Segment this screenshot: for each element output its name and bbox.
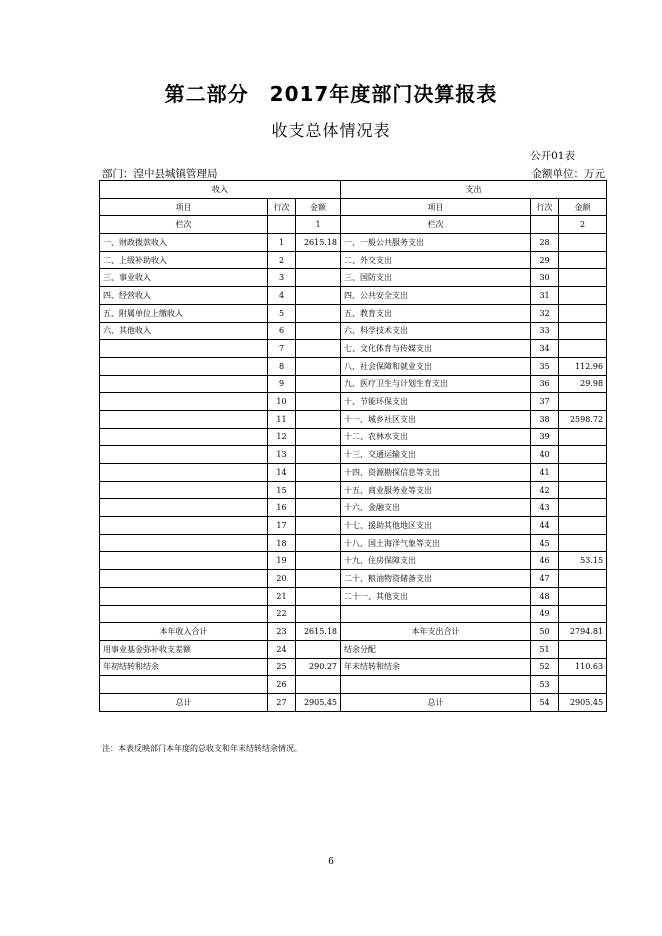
expense-line-no: 46: [531, 552, 559, 570]
expense-lanci-label: 栏次: [341, 216, 531, 234]
income-line-no: 9: [268, 375, 296, 393]
income-item: [100, 570, 268, 588]
expense-amount: [559, 481, 607, 499]
expense-item: 四、公共安全支出: [341, 287, 531, 305]
income-line-no: 8: [268, 357, 296, 375]
expense-line-no: 37: [531, 393, 559, 411]
table-row: [100, 428, 607, 446]
footnote: 注：本表反映部门本年度的总收支和年末结转结余情况。: [102, 744, 302, 753]
expense-line-no: 42: [531, 481, 559, 499]
income-lanci-line: [268, 216, 296, 234]
page-number: 6: [328, 857, 334, 867]
expense-item: 结余分配: [341, 640, 531, 658]
income-line-no: 24: [268, 640, 296, 658]
expense-line-no: 35: [531, 357, 559, 375]
income-line-no: 12: [268, 428, 296, 446]
income-line-no: 7: [268, 340, 296, 358]
income-item: [100, 552, 268, 570]
expense-amount: [559, 234, 607, 252]
table-row: [100, 234, 607, 252]
expense-amount: [559, 446, 607, 464]
income-item: [100, 587, 268, 605]
income-line-no: 11: [268, 410, 296, 428]
expense-item: 十八、国土海洋气象等支出: [341, 534, 531, 552]
table-row: [100, 304, 607, 322]
expense-amount: 110.63: [559, 658, 607, 676]
expense-item: 七、文化体育与传媒支出: [341, 340, 531, 358]
income-line-no: 14: [268, 464, 296, 482]
page-title: 第二部分 2017年度部门决算报表: [164, 82, 498, 106]
expense-line-no: 34: [531, 340, 559, 358]
income-item: 四、经营收入: [100, 287, 268, 305]
income-line-no: 20: [268, 570, 296, 588]
expense-line-no: 33: [531, 322, 559, 340]
income-item: 三、事业收入: [100, 269, 268, 287]
income-grand-total-label: 总计: [100, 693, 268, 711]
expense-item: 一、一般公共服务支出: [341, 234, 531, 252]
income-total-label: 本年收入合计: [100, 623, 268, 641]
income-line-no: 10: [268, 393, 296, 411]
expense-item: 十一、城乡社区支出: [341, 410, 531, 428]
income-item: [100, 464, 268, 482]
expense-amount: [559, 605, 607, 623]
expense-line-no: 39: [531, 428, 559, 446]
expense-line-no: 40: [531, 446, 559, 464]
income-item: 六、其他收入: [100, 322, 268, 340]
income-item: [100, 534, 268, 552]
table-row: [100, 251, 607, 269]
table-row: [100, 464, 607, 482]
expense-item: 三、国防支出: [341, 269, 531, 287]
expense-amount: [559, 393, 607, 411]
income-amount: [296, 499, 341, 517]
income-line-no: 21: [268, 587, 296, 605]
income-item: [100, 499, 268, 517]
expense-amount: 2598.72: [559, 410, 607, 428]
income-item: [100, 517, 268, 535]
income-amount: 2615.18: [296, 234, 341, 252]
expense-item: 年末结转和结余: [341, 658, 531, 676]
expense-item: 十七、援助其他地区支出: [341, 517, 531, 535]
expense-line-no: 47: [531, 570, 559, 588]
expense-line-no: 32: [531, 304, 559, 322]
income-item: 年初结转和结余: [100, 658, 268, 676]
income-column-number: 1: [296, 216, 341, 234]
table-row: [100, 587, 607, 605]
expense-amount: [559, 251, 607, 269]
income-grand-total-line: 27: [268, 693, 296, 711]
income-item-header: 项目: [100, 198, 268, 216]
income-item: [100, 340, 268, 358]
income-lanci-label: 栏次: [100, 216, 268, 234]
table-row: [100, 287, 607, 305]
table-row: [100, 570, 607, 588]
expense-line-no: 48: [531, 587, 559, 605]
expense-amount: [559, 570, 607, 588]
expense-amount-header: 金额: [559, 198, 607, 216]
expense-amount: [559, 534, 607, 552]
table-row: [100, 534, 607, 552]
form-code: 公开01表: [530, 150, 575, 162]
income-line-no: 17: [268, 517, 296, 535]
expense-amount: [559, 304, 607, 322]
expense-item: 八、社会保障和就业支出: [341, 357, 531, 375]
income-amount: [296, 251, 341, 269]
expense-item-header: 项目: [341, 198, 531, 216]
income-amount: 290.27: [296, 658, 341, 676]
expense-line-no: 45: [531, 534, 559, 552]
income-item: [100, 375, 268, 393]
table-row: [100, 481, 607, 499]
expense-item: 九、医疗卫生与计划生育支出: [341, 375, 531, 393]
expense-item: 十二、农林水支出: [341, 428, 531, 446]
expense-amount: [559, 428, 607, 446]
income-amount: [296, 322, 341, 340]
expense-line-no: 36: [531, 375, 559, 393]
income-amount: [296, 269, 341, 287]
income-amount: [296, 517, 341, 535]
expense-amount: [559, 640, 607, 658]
expense-total-line: 50: [531, 623, 559, 641]
income-line-no: 16: [268, 499, 296, 517]
expense-line-no: 44: [531, 517, 559, 535]
expense-line-no: 38: [531, 410, 559, 428]
income-line-header: 行次: [268, 198, 296, 216]
expense-amount: [559, 269, 607, 287]
expense-line-no: 41: [531, 464, 559, 482]
table-row: [100, 322, 607, 340]
expense-amount: [559, 499, 607, 517]
income-item: [100, 481, 268, 499]
expense-column-number: 2: [559, 216, 607, 234]
income-amount: [296, 676, 341, 694]
income-amount: [296, 287, 341, 305]
expense-line-no: 30: [531, 269, 559, 287]
table-row: [100, 517, 607, 535]
expense-grand-total-line: 54: [531, 693, 559, 711]
expense-item: 十六、金融支出: [341, 499, 531, 517]
expense-line-no: 53: [531, 676, 559, 694]
income-amount: [296, 570, 341, 588]
expense-line-no: 52: [531, 658, 559, 676]
income-item: 用事业基金弥补收支差额: [100, 640, 268, 658]
income-line-no: 6: [268, 322, 296, 340]
expense-item: 二十、粮油物资储备支出: [341, 570, 531, 588]
report-subtitle: 收支总体情况表: [271, 121, 391, 140]
income-item: [100, 357, 268, 375]
expense-line-no: 51: [531, 640, 559, 658]
income-amount: [296, 481, 341, 499]
income-item: [100, 410, 268, 428]
expense-line-header: 行次: [531, 198, 559, 216]
income-total-amount: 2615.18: [296, 623, 341, 641]
table-row: [100, 640, 607, 658]
expense-line-no: 43: [531, 499, 559, 517]
income-line-no: 2: [268, 251, 296, 269]
expense-total-label: 本年支出合计: [341, 623, 531, 641]
income-item: [100, 676, 268, 694]
income-item: [100, 446, 268, 464]
expense-item: 二、外交支出: [341, 251, 531, 269]
income-item: 五、附属单位上缴收入: [100, 304, 268, 322]
income-grand-total-amount: 2905.45: [296, 693, 341, 711]
column-header-row: [100, 198, 607, 216]
income-total-line: 23: [268, 623, 296, 641]
expense-amount: 53.15: [559, 552, 607, 570]
table-row: [100, 393, 607, 411]
expense-amount: [559, 322, 607, 340]
income-item: [100, 393, 268, 411]
table-row: [100, 446, 607, 464]
income-amount: [296, 446, 341, 464]
income-item: [100, 428, 268, 446]
expense-item: 二十一、其他支出: [341, 587, 531, 605]
income-line-no: 13: [268, 446, 296, 464]
expense-item: 十、节能环保支出: [341, 393, 531, 411]
income-line-no: 22: [268, 605, 296, 623]
income-line-no: 26: [268, 676, 296, 694]
expense-amount: 112.96: [559, 357, 607, 375]
income-amount: [296, 375, 341, 393]
expense-line-no: 29: [531, 251, 559, 269]
expense-item: 六、科学技术支出: [341, 322, 531, 340]
income-amount: [296, 393, 341, 411]
income-amount: [296, 304, 341, 322]
expense-line-no: 49: [531, 605, 559, 623]
expense-amount: [559, 676, 607, 694]
income-line-no: 4: [268, 287, 296, 305]
expense-item: [341, 605, 531, 623]
income-expense-table: [99, 180, 607, 712]
income-header: 收入: [100, 181, 341, 199]
income-line-no: 3: [268, 269, 296, 287]
income-amount: [296, 552, 341, 570]
expense-amount: [559, 464, 607, 482]
table-row: [100, 552, 607, 570]
income-line-no: 15: [268, 481, 296, 499]
income-amount: [296, 410, 341, 428]
year-total-row: [100, 623, 607, 641]
expense-header: 支出: [341, 181, 607, 199]
expense-amount: [559, 287, 607, 305]
department-label: 部门：湟中县城镇管理局: [102, 168, 218, 180]
table-row: [100, 340, 607, 358]
expense-item: 十五、商业服务业等支出: [341, 481, 531, 499]
expense-item: 十三、交通运输支出: [341, 446, 531, 464]
expense-line-no: 31: [531, 287, 559, 305]
table-row: [100, 658, 607, 676]
income-line-no: 1: [268, 234, 296, 252]
income-amount: [296, 357, 341, 375]
expense-amount: 29.98: [559, 375, 607, 393]
income-amount: [296, 340, 341, 358]
column-number-row: [100, 216, 607, 234]
expense-amount: [559, 587, 607, 605]
income-amount: [296, 534, 341, 552]
income-line-no: 5: [268, 304, 296, 322]
table-row: [100, 676, 607, 694]
expense-grand-total-amount: 2905.45: [559, 693, 607, 711]
amount-unit-label: 金额单位：万元: [531, 168, 605, 180]
table-row: [100, 357, 607, 375]
section-header-row: [100, 181, 607, 199]
table-row: [100, 605, 607, 623]
table-row: [100, 410, 607, 428]
income-amount: [296, 428, 341, 446]
income-line-no: 19: [268, 552, 296, 570]
expense-total-amount: 2794.81: [559, 623, 607, 641]
table-row: [100, 269, 607, 287]
expense-line-no: 28: [531, 234, 559, 252]
table-row: [100, 499, 607, 517]
expense-amount: [559, 340, 607, 358]
expense-item: 十九、住房保障支出: [341, 552, 531, 570]
income-amount: [296, 605, 341, 623]
income-line-no: 25: [268, 658, 296, 676]
grand-total-row: [100, 693, 607, 711]
income-item: 二、上级补助收入: [100, 251, 268, 269]
income-amount: [296, 640, 341, 658]
expense-amount: [559, 517, 607, 535]
expense-item: 十四、资源勘探信息等支出: [341, 464, 531, 482]
income-amount: [296, 587, 341, 605]
expense-item: [341, 676, 531, 694]
income-amount-header: 金额: [296, 198, 341, 216]
expense-grand-total-label: 总计: [341, 693, 531, 711]
income-item: [100, 605, 268, 623]
expense-item: 五、教育支出: [341, 304, 531, 322]
table-row: [100, 375, 607, 393]
income-line-no: 18: [268, 534, 296, 552]
income-item: 一、财政拨款收入: [100, 234, 268, 252]
income-amount: [296, 464, 341, 482]
expense-lanci-line: [531, 216, 559, 234]
